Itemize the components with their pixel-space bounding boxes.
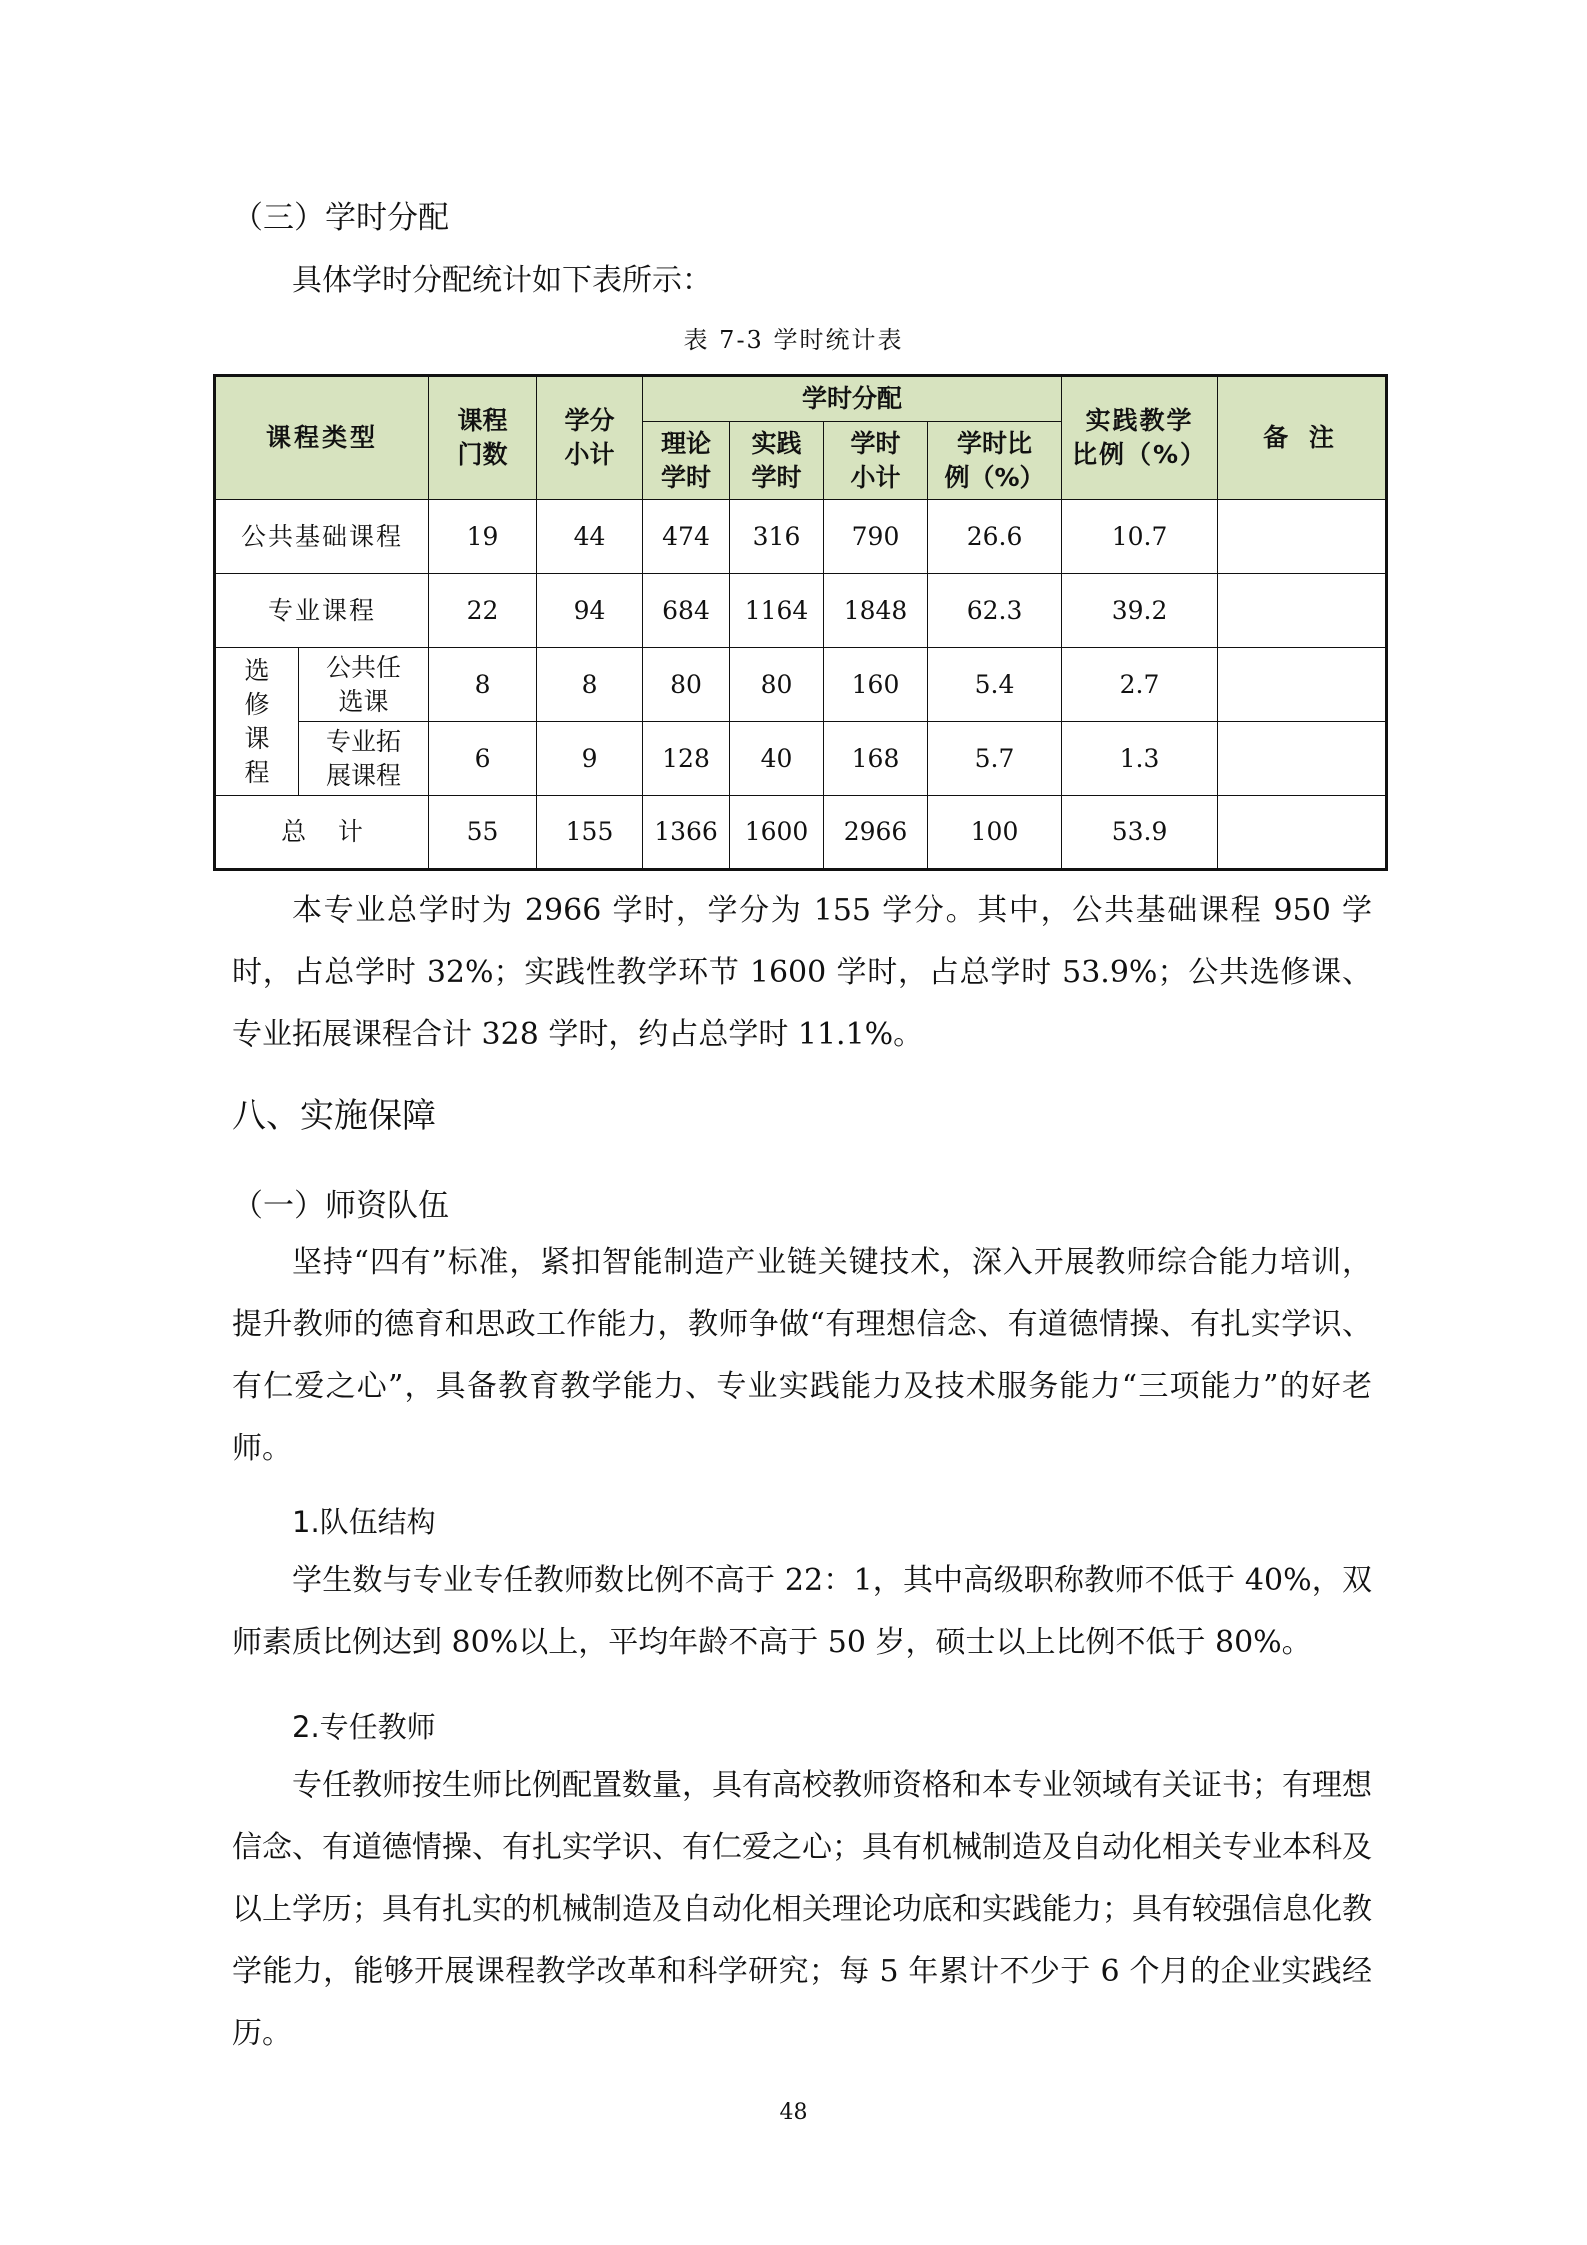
header-theory: 理论 学时 (643, 422, 730, 500)
cell-type: 公共基础课程 (215, 500, 429, 574)
cell-practice-ratio: 39.2 (1062, 574, 1218, 648)
cell-remark (1218, 500, 1387, 574)
cell-ratio: 62.3 (928, 574, 1062, 648)
chapter-title: 八、实施保障 (232, 1096, 436, 1136)
subsection-title-faculty: （一）师资队伍 (232, 1188, 449, 1224)
cell-practice: 80 (730, 648, 824, 722)
table-row (215, 500, 1387, 574)
table-row (215, 648, 1387, 722)
header-practice: 实践 学时 (730, 422, 824, 500)
cell-elective-label: 选 修 课 程 (215, 648, 299, 796)
table-caption: 表 7-3 学时统计表 (683, 326, 904, 354)
cell-credits: 8 (537, 648, 643, 722)
page-number: 48 (779, 2100, 808, 2125)
cell-theory: 474 (643, 500, 730, 574)
cell-type: 公共任 选课 (299, 648, 429, 722)
cell-count: 22 (429, 574, 537, 648)
table-row-total (215, 796, 1387, 870)
cell-practice: 1164 (730, 574, 824, 648)
cell-type: 专业课程 (215, 574, 429, 648)
fulltime-teachers-paragraph: 专任教师按生师比例配置数量，具有高校教师资格和本专业领域有关证书；有理想信念、有道德情操、有扎实学识、有仁爱之心；具有机械制造及自动化相关专业本科及以上学历；具有扎实的机械制造及自动化相关理论功底和实践能力；具有较强信息化教学能力，能够开展课程教学改革和科学研究；每 5 年累计不少于 6 个月的企业实践经历。 (232, 1768, 1372, 2051)
cell-count: 19 (429, 500, 537, 574)
heading-team-structure: 1.队伍结构 (292, 1505, 436, 1539)
header-remark: 备 注 (1218, 376, 1387, 500)
header-ratio: 学时比 例（%） (928, 422, 1062, 500)
cell-credits: 44 (537, 500, 643, 574)
cell-type: 总 计 (215, 796, 429, 870)
cell-subtotal: 1848 (824, 574, 928, 648)
header-course-type: 课程类型 (215, 376, 429, 500)
header-credits: 学分 小计 (537, 376, 643, 500)
cell-theory: 684 (643, 574, 730, 648)
header-practice-ratio: 实践教学 比例（%） (1062, 376, 1218, 500)
heading-fulltime-teachers: 2.专任教师 (292, 1710, 436, 1744)
cell-count: 55 (429, 796, 537, 870)
header-hours-group: 学时分配 (643, 376, 1062, 422)
cell-theory: 1366 (643, 796, 730, 870)
cell-subtotal: 790 (824, 500, 928, 574)
cell-practice-ratio: 2.7 (1062, 648, 1218, 722)
cell-count: 6 (429, 722, 537, 796)
cell-remark (1218, 796, 1387, 870)
cell-practice: 40 (730, 722, 824, 796)
section-title-hours: （三）学时分配 (232, 200, 449, 236)
header-subtotal: 学时 小计 (824, 422, 928, 500)
cell-credits: 94 (537, 574, 643, 648)
cell-ratio: 26.6 (928, 500, 1062, 574)
hours-statistics-table (213, 374, 1388, 871)
cell-remark (1218, 722, 1387, 796)
cell-practice-ratio: 10.7 (1062, 500, 1218, 574)
cell-remark (1218, 574, 1387, 648)
faculty-paragraph: 坚持“四有”标准，紧扣智能制造产业链关键技术，深入开展教师综合能力培训，提升教师的德育和思政工作能力，教师争做“有理想信念、有道德情操、有扎实学识、有仁爱之心”，具备教育教学能力、专业实践能力及技术服务能力“三项能力”的好老师。 (232, 1245, 1372, 1466)
cell-credits: 9 (537, 722, 643, 796)
cell-count: 8 (429, 648, 537, 722)
cell-credits: 155 (537, 796, 643, 870)
team-structure-paragraph: 学生数与专业专任教师数比例不高于 22：1，其中高级职称教师不低于 40%，双师素质比例达到 80%以上，平均年龄不高于 50 岁，硕士以上比例不低于 80%。 (232, 1563, 1372, 1660)
cell-theory: 128 (643, 722, 730, 796)
cell-subtotal: 168 (824, 722, 928, 796)
cell-practice-ratio: 53.9 (1062, 796, 1218, 870)
table-row (215, 574, 1387, 648)
cell-practice: 1600 (730, 796, 824, 870)
cell-type: 专业拓 展课程 (299, 722, 429, 796)
cell-ratio: 100 (928, 796, 1062, 870)
cell-theory: 80 (643, 648, 730, 722)
summary-paragraph: 本专业总学时为 2966 学时，学分为 155 学分。其中，公共基础课程 950 学时，占总学时 32%；实践性教学环节 1600 学时，占总学时 53.9%；公共选修课、专业拓展课程合计 328 学时，约占总学时 11.1%。 (232, 893, 1372, 1052)
cell-subtotal: 2966 (824, 796, 928, 870)
cell-subtotal: 160 (824, 648, 928, 722)
header-course-count: 课程 门数 (429, 376, 537, 500)
intro-text: 具体学时分配统计如下表所示： (292, 263, 712, 298)
cell-ratio: 5.4 (928, 648, 1062, 722)
cell-practice-ratio: 1.3 (1062, 722, 1218, 796)
cell-ratio: 5.7 (928, 722, 1062, 796)
cell-remark (1218, 648, 1387, 722)
table-row (215, 722, 1387, 796)
cell-practice: 316 (730, 500, 824, 574)
